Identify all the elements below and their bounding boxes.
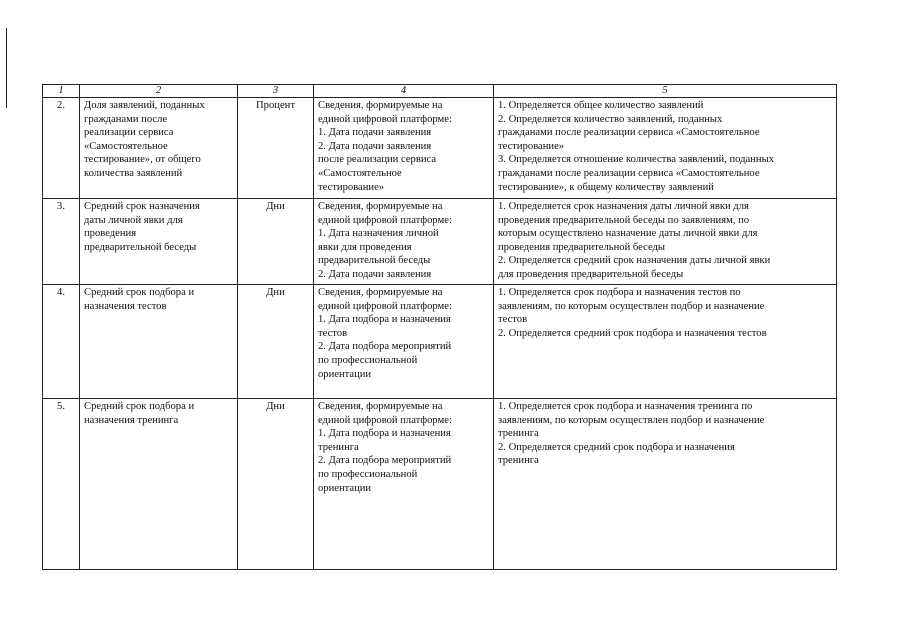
- table-row: [43, 98, 837, 199]
- calculation-method-line: гражданами после реализации сервиса «Самостоятельное: [498, 167, 760, 179]
- indicator-name-cell: [80, 199, 238, 285]
- indicator-name-line: назначения тренинга: [84, 414, 179, 426]
- calculation-method-cell: [494, 285, 837, 399]
- table-row: [43, 399, 837, 570]
- unit-of-measure-cell: Дни: [238, 399, 314, 570]
- calculation-method-line: тренинга: [498, 428, 539, 440]
- calculation-method-line: 1. Определяется срок подбора и назначения тестов по: [498, 287, 741, 298]
- data-source-cell: [314, 199, 494, 285]
- data-source-line: единой цифровой платформе:: [318, 414, 452, 426]
- indicator-name-cell: [80, 399, 238, 570]
- data-source-line: Сведения, формируемые на: [318, 287, 443, 298]
- data-source-line: тренинга: [318, 441, 359, 453]
- data-source-line: по профессиональной: [318, 468, 418, 480]
- calculation-method-cell: [494, 199, 837, 285]
- data-source-line: 1. Дата назначения личной: [318, 228, 439, 240]
- table-row: [43, 285, 837, 399]
- calculation-method-line: тестов: [498, 314, 528, 326]
- indicator-name-line: тестирование», от общего: [84, 154, 201, 166]
- data-source-line: Сведения, формируемые на: [318, 100, 443, 111]
- calculation-method-line: 1. Определяется срок назначения даты личной явки для: [498, 201, 749, 212]
- calculation-method-line: 1. Определяется общее количество заявлений: [498, 100, 704, 111]
- data-source-line: по профессиональной: [318, 354, 418, 366]
- calculation-method-cell: [494, 399, 837, 570]
- data-source-cell: [314, 98, 494, 199]
- indicator-name-line: гражданами после: [84, 113, 168, 125]
- calculation-method-line: для проведения предварительной беседы: [498, 268, 684, 280]
- indicator-name-line: «Самостоятельное: [84, 140, 168, 152]
- indicator-name-line: назначения тестов: [84, 300, 167, 312]
- column-header-2: 2: [80, 85, 238, 98]
- indicator-name-line: Средний срок подбора и: [84, 401, 195, 412]
- data-source-line: 1. Дата подачи заявления: [318, 127, 432, 139]
- indicator-name-line: Доля заявлений, поданных: [84, 100, 205, 111]
- indicator-name-line: даты личной явки для: [84, 214, 183, 226]
- calculation-method-line: 2. Определяется средний срок подбора и назначения тестов: [498, 327, 767, 339]
- unit-of-measure-cell: Процент: [238, 98, 314, 199]
- data-source-line: Сведения, формируемые на: [318, 201, 443, 212]
- table-header-row: [43, 85, 837, 98]
- calculation-method-line: заявлениям, по которым осуществлен подбор и назначение: [498, 300, 765, 312]
- data-source-line: тестирование»: [318, 181, 385, 193]
- data-source-line: 2. Дата подбора мероприятий: [318, 341, 452, 353]
- calculation-method-line: 3. Определяется отношение количества заявлений, поданных: [498, 154, 774, 166]
- data-source-line: единой цифровой платформе:: [318, 214, 452, 226]
- data-source-line: 2. Дата подбора мероприятий: [318, 455, 452, 467]
- row-number-cell: 3.: [43, 199, 80, 285]
- data-source-cell: [314, 399, 494, 570]
- calculation-method-line: гражданами после реализации сервиса «Самостоятельное: [498, 127, 760, 139]
- data-source-line: 1. Дата подбора и назначения: [318, 314, 451, 326]
- data-source-line: ориентации: [318, 482, 372, 494]
- column-header-1: 1: [43, 85, 80, 98]
- indicator-name-line: Средний срок подбора и: [84, 287, 195, 298]
- margin-line: [6, 28, 7, 108]
- calculation-method-line: тестирование», к общему количеству заявлений: [498, 181, 714, 193]
- data-source-line: Сведения, формируемые на: [318, 401, 443, 412]
- calculation-method-cell: [494, 98, 837, 199]
- indicators-table: [42, 84, 837, 570]
- data-source-line: предварительной беседы: [318, 255, 431, 267]
- data-source-line: «Самостоятельное: [318, 167, 402, 179]
- data-source-line: тестов: [318, 327, 348, 339]
- unit-of-measure-cell: Дни: [238, 199, 314, 285]
- indicator-name-cell: [80, 98, 238, 199]
- calculation-method-line: 2. Определяется количество заявлений, поданных: [498, 113, 723, 125]
- calculation-method-line: тренинга: [498, 455, 539, 467]
- calculation-method-line: 2. Определяется средний срок назначения даты личной явки: [498, 255, 771, 267]
- row-number-cell: 5.: [43, 399, 80, 570]
- data-source-line: единой цифровой платформе:: [318, 113, 452, 125]
- data-source-line: ориентации: [318, 368, 372, 380]
- calculation-method-line: тестирование»: [498, 140, 565, 152]
- calculation-method-line: 2. Определяется средний срок подбора и назначения: [498, 441, 735, 453]
- indicator-name-line: Средний срок назначения: [84, 201, 200, 212]
- indicator-name-line: реализации сервиса: [84, 127, 174, 139]
- column-header-3: 3: [238, 85, 314, 98]
- data-source-line: явки для проведения: [318, 241, 412, 253]
- indicator-name-cell: [80, 285, 238, 399]
- data-source-line: 1. Дата подбора и назначения: [318, 428, 451, 440]
- calculation-method-line: проведения предварительной беседы: [498, 241, 666, 253]
- data-source-line: 2. Дата подачи заявления: [318, 140, 432, 152]
- column-header-5: 5: [494, 85, 837, 98]
- column-header-4: 4: [314, 85, 494, 98]
- data-source-line: после реализации сервиса: [318, 154, 437, 166]
- data-source-line: единой цифровой платформе:: [318, 300, 452, 312]
- row-number-cell: 2.: [43, 98, 80, 199]
- indicator-name-line: проведения: [84, 228, 137, 240]
- calculation-method-line: проведения предварительной беседы по заявлениям, по: [498, 214, 750, 226]
- data-source-cell: [314, 285, 494, 399]
- row-number-cell: 4.: [43, 285, 80, 399]
- calculation-method-line: которым осуществлено назначение даты личной явки для: [498, 228, 758, 240]
- indicator-name-line: количества заявлений: [84, 167, 183, 179]
- calculation-method-line: 1. Определяется срок подбора и назначения тренинга по: [498, 401, 753, 412]
- table-row: [43, 199, 837, 285]
- calculation-method-line: заявлениям, по которым осуществлен подбор и назначение: [498, 414, 765, 426]
- data-source-line: 2. Дата подачи заявления: [318, 268, 432, 280]
- indicator-name-line: предварительной беседы: [84, 241, 197, 253]
- unit-of-measure-cell: Дни: [238, 285, 314, 399]
